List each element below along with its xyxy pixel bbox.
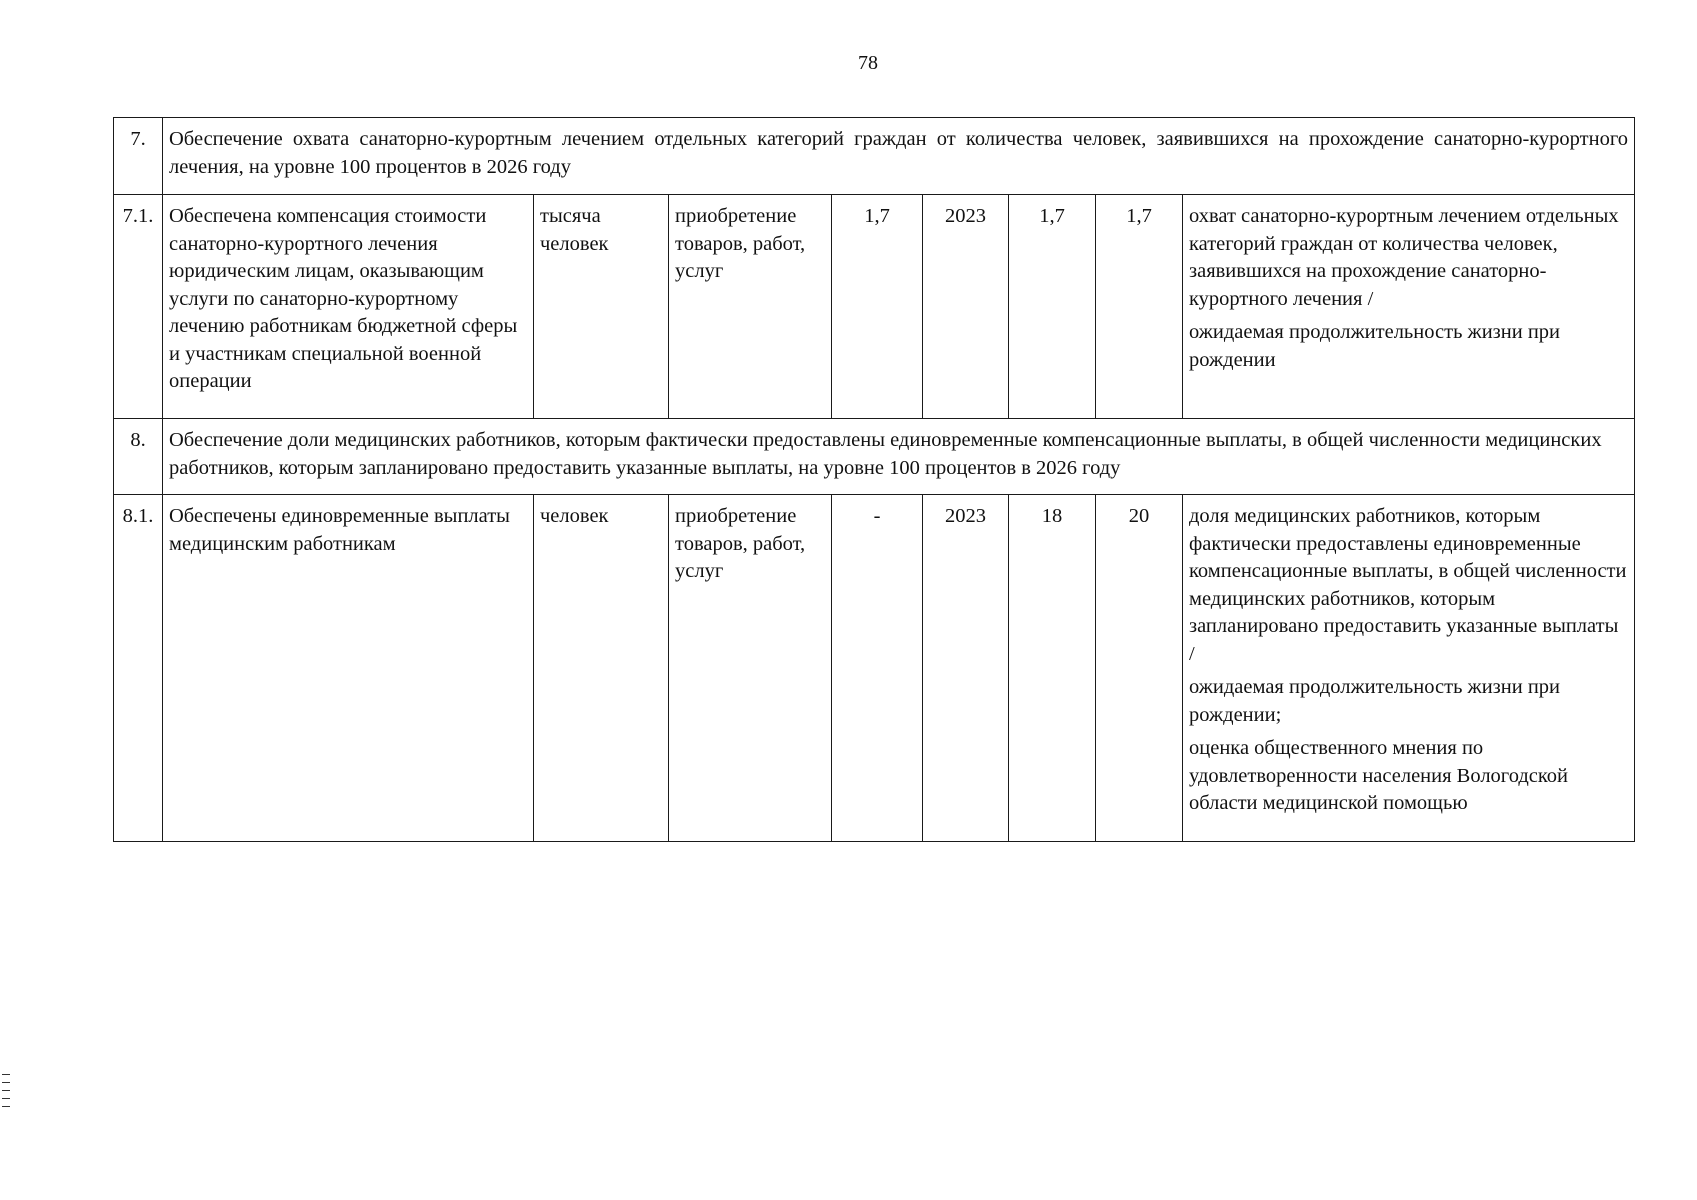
section-number: 7. [114, 118, 163, 195]
section-number: 8. [114, 419, 163, 495]
item-description: Обеспечены единовременные выплаты медицинским работникам [163, 495, 534, 842]
section-title-text: Обеспечение доли медицинских работников, которым фактически предоставлены единовременные компенсационные выплаты, в общей численности медицинских работников, которым запланировано предоставить указанные выплаты, на уровне 100 процентов в 2026 году [169, 429, 1602, 479]
indicator-text: оценка общественного мнения по удовлетворенности населения Вологодской области медицинской помощью [1189, 737, 1569, 814]
item-unit: тысяча человек [534, 195, 669, 419]
item-value-2: 1,7 [1096, 195, 1183, 419]
item-value-1: 18 [1009, 495, 1096, 842]
item-unit: человек [534, 495, 669, 842]
page-number: 78 [858, 52, 878, 74]
item-row-8-1 [114, 495, 1635, 842]
indicator-text: доля медицинских работников, которым фактически предоставлены единовременные компенсационные выплаты, в общей численности медицинских работников, которым запланировано предоставить указанные выплаты / [1189, 505, 1627, 665]
item-base-value: - [832, 495, 923, 842]
section-title-text: Обеспечение охвата санаторно-курортным лечением отдельных категорий граждан от количества человек, заявившихся на прохождение санаторно-курортного лечения, на уровне 100 процентов в 2026 году [169, 128, 1628, 178]
indicator-text: ожидаемая продолжительность жизни при рождении; [1189, 676, 1561, 726]
item-number: 7.1. [114, 195, 163, 419]
section-row-7 [114, 118, 1635, 195]
indicator-text: охват санаторно-курортным лечением отдельных категорий граждан от количества человек, заявившихся на прохождение санаторно-курортного лечения / [1189, 205, 1619, 310]
margin-mark [2, 1106, 10, 1107]
item-value-2: 20 [1096, 495, 1183, 842]
margin-mark [2, 1090, 10, 1091]
item-base-year: 2023 [923, 495, 1009, 842]
item-description: Обеспечена компенсация стоимости санаторно-курортного лечения юридическим лицам, оказывающим услуги по санаторно-курортному лечению работникам бюджетной сферы и участникам специальной военной операции [163, 195, 534, 419]
item-number: 8.1. [114, 495, 163, 842]
section-row-8 [114, 419, 1635, 495]
measures-table [113, 117, 1635, 842]
item-base-value: 1,7 [832, 195, 923, 419]
margin-mark [2, 1082, 10, 1083]
item-row-7-1 [114, 195, 1635, 419]
section-title [163, 118, 1635, 195]
margin-mark [2, 1074, 10, 1075]
item-indicators [1183, 195, 1635, 419]
item-type: приобретение товаров, работ, услуг [669, 195, 832, 419]
indicator-text: ожидаемая продолжительность жизни при рождении [1189, 321, 1561, 371]
item-indicators [1183, 495, 1635, 842]
margin-mark [2, 1098, 10, 1099]
item-value-1: 1,7 [1009, 195, 1096, 419]
item-type: приобретение товаров, работ, услуг [669, 495, 832, 842]
section-title [163, 419, 1635, 495]
item-base-year: 2023 [923, 195, 1009, 419]
